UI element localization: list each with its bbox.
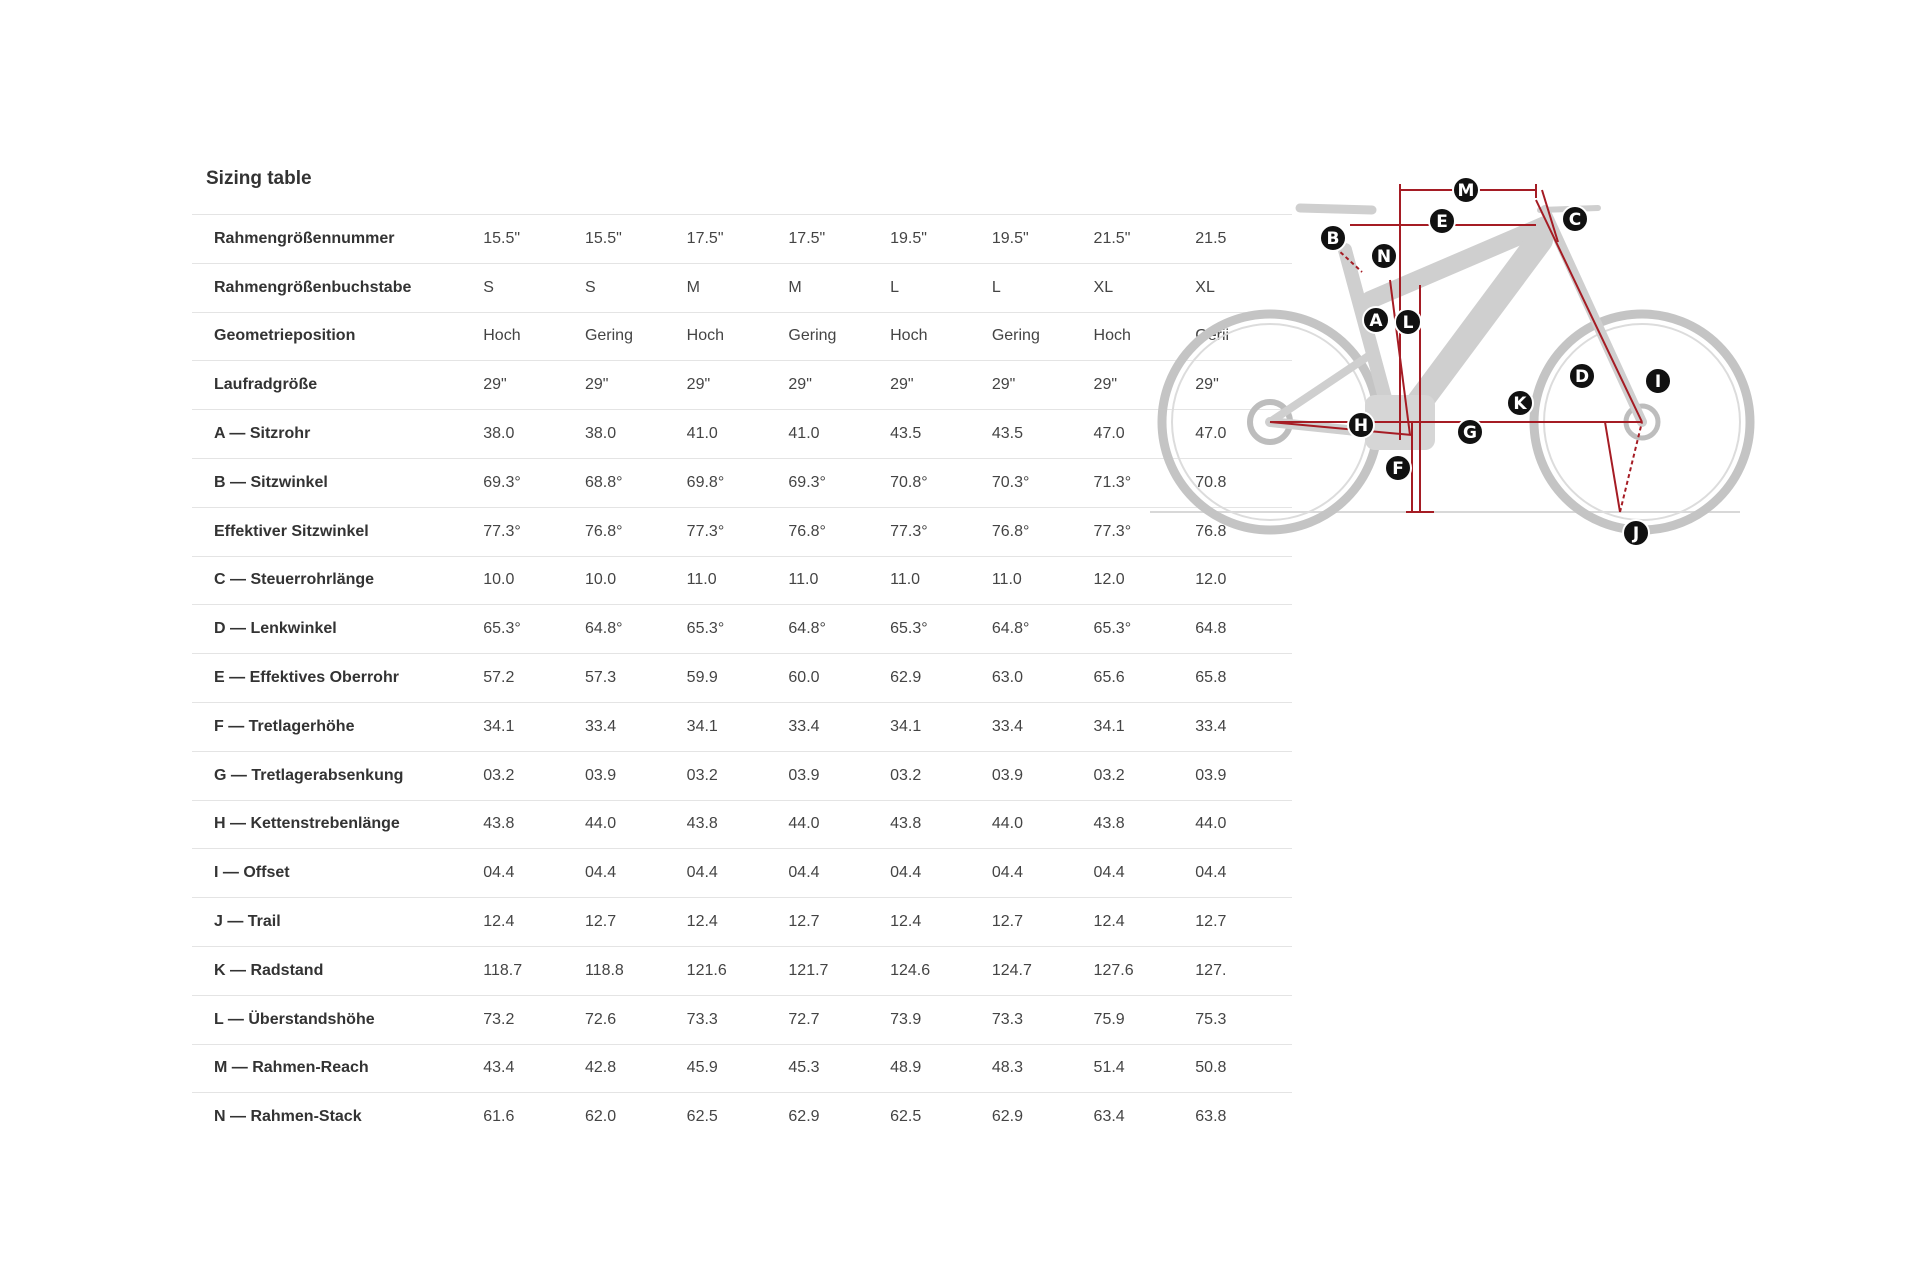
table-cell: 124.6 [885, 946, 987, 995]
table-cell: L [885, 263, 987, 312]
table-cell: 64.8 [1190, 605, 1292, 654]
table-cell: 70.8° [885, 458, 987, 507]
table-cell: 48.9 [885, 1044, 987, 1093]
bike-geometry-diagram [1150, 170, 1750, 560]
table-row [192, 507, 1292, 556]
table-cell: 64.8° [987, 605, 1089, 654]
table-cell: 04.4 [885, 849, 987, 898]
marker-label: H [1353, 416, 1369, 436]
table-row [192, 995, 1292, 1044]
table-cell: 63.0 [987, 654, 1089, 703]
table-cell: 44.0 [783, 800, 885, 849]
row-label: Geometrieposition [192, 312, 478, 361]
row-label: D — Lenkwinkel [192, 605, 478, 654]
table-cell: M [682, 263, 784, 312]
table-cell: Gering [580, 312, 682, 361]
table-cell: 04.4 [987, 849, 1089, 898]
marker-g [1457, 419, 1483, 445]
table-cell: 60.0 [783, 654, 885, 703]
table-cell: 121.7 [783, 946, 885, 995]
table-row [192, 458, 1292, 507]
table-cell: 29" [1089, 361, 1191, 410]
table-row [192, 800, 1292, 849]
table-cell: 21.5 [1190, 215, 1292, 264]
table-cell: 42.8 [580, 1044, 682, 1093]
table-cell: Hoch [478, 312, 580, 361]
table-cell: 47.0 [1190, 410, 1292, 459]
table-cell: 41.0 [783, 410, 885, 459]
table-cell: 62.9 [885, 654, 987, 703]
table-cell: 127.6 [1089, 946, 1191, 995]
table-cell: 118.8 [580, 946, 682, 995]
table-cell: 76.8° [987, 507, 1089, 556]
row-label: B — Sitzwinkel [192, 458, 478, 507]
table-cell: 62.5 [885, 1093, 987, 1142]
table-cell: 43.8 [885, 800, 987, 849]
table-cell: 29" [987, 361, 1089, 410]
table-cell: 48.3 [987, 1044, 1089, 1093]
table-cell: 127. [1190, 946, 1292, 995]
row-label: G — Tretlagerabsenkung [192, 751, 478, 800]
table-cell: 118.7 [478, 946, 580, 995]
table-cell: 03.2 [682, 751, 784, 800]
table-cell: 03.9 [580, 751, 682, 800]
row-label: M — Rahmen-Reach [192, 1044, 478, 1093]
table-cell: 04.4 [682, 849, 784, 898]
table-cell: 38.0 [478, 410, 580, 459]
table-cell: 34.1 [682, 702, 784, 751]
table-cell: 12.7 [783, 898, 885, 947]
table-row [192, 410, 1292, 459]
row-label: I — Offset [192, 849, 478, 898]
table-cell: 45.3 [783, 1044, 885, 1093]
table-cell: 43.8 [1089, 800, 1191, 849]
table-cell: 33.4 [987, 702, 1089, 751]
table-cell: 43.5 [885, 410, 987, 459]
marker-e [1429, 208, 1455, 234]
sizing-table-title: Sizing table [206, 168, 312, 189]
marker-f [1385, 455, 1411, 481]
table-cell: 03.9 [1190, 751, 1292, 800]
marker-b [1320, 225, 1346, 251]
table-cell: 12.0 [1190, 556, 1292, 605]
table-cell: Hoch [682, 312, 784, 361]
table-cell: Gering [987, 312, 1089, 361]
table-cell: 65.3° [682, 605, 784, 654]
table-cell: 63.4 [1089, 1093, 1191, 1142]
table-cell: 34.1 [478, 702, 580, 751]
marker-l [1395, 309, 1421, 335]
table-cell: 69.3° [783, 458, 885, 507]
table-cell: 43.8 [478, 800, 580, 849]
table-cell: 29" [1190, 361, 1292, 410]
table-cell: 11.0 [987, 556, 1089, 605]
table-row [192, 1093, 1292, 1142]
marker-h [1348, 412, 1374, 438]
row-label: Laufradgröße [192, 361, 478, 410]
table-cell: 03.2 [885, 751, 987, 800]
table-cell: 44.0 [987, 800, 1089, 849]
marker-label: E [1436, 212, 1448, 232]
table-cell: 12.4 [682, 898, 784, 947]
table-cell: 61.6 [478, 1093, 580, 1142]
row-label: E — Effektives Oberrohr [192, 654, 478, 703]
table-cell: 33.4 [783, 702, 885, 751]
row-label: K — Radstand [192, 946, 478, 995]
table-row [192, 1044, 1292, 1093]
marker-j [1623, 520, 1649, 546]
table-cell: Hoch [1089, 312, 1191, 361]
table-cell: 04.4 [1190, 849, 1292, 898]
marker-label: C [1568, 210, 1582, 230]
marker-label: D [1574, 367, 1590, 387]
table-cell: 76.8° [783, 507, 885, 556]
table-cell: XL [1089, 263, 1191, 312]
marker-k [1507, 390, 1533, 416]
table-cell: 64.8° [580, 605, 682, 654]
table-cell: 43.8 [682, 800, 784, 849]
table-cell: 41.0 [682, 410, 784, 459]
row-label: C — Steuerrohrlänge [192, 556, 478, 605]
marker-label: J [1632, 524, 1640, 544]
marker-label: I [1654, 372, 1662, 392]
table-cell: 04.4 [478, 849, 580, 898]
row-label: J — Trail [192, 898, 478, 947]
marker-label: G [1463, 423, 1477, 443]
table-cell: 44.0 [580, 800, 682, 849]
marker-label: F [1392, 459, 1404, 479]
table-cell: 04.4 [580, 849, 682, 898]
table-cell: 29" [478, 361, 580, 410]
table-cell: 10.0 [580, 556, 682, 605]
table-cell: 12.4 [1089, 898, 1191, 947]
marker-label: A [1369, 311, 1383, 331]
table-cell: 17.5" [783, 215, 885, 264]
table-cell: 76.8° [580, 507, 682, 556]
table-cell: 72.7 [783, 995, 885, 1044]
table-cell: 70.3° [987, 458, 1089, 507]
table-cell: 73.9 [885, 995, 987, 1044]
table-cell: 43.5 [987, 410, 1089, 459]
marker-m [1453, 177, 1479, 203]
row-label: F — Tretlagerhöhe [192, 702, 478, 751]
table-cell: 04.4 [1089, 849, 1191, 898]
table-cell: 62.9 [783, 1093, 885, 1142]
table-cell: 04.4 [783, 849, 885, 898]
table-cell: 15.5" [478, 215, 580, 264]
table-cell: 68.8° [580, 458, 682, 507]
table-cell: 62.0 [580, 1093, 682, 1142]
row-label: Rahmengrößenbuchstabe [192, 263, 478, 312]
table-row [192, 605, 1292, 654]
table-cell: 57.2 [478, 654, 580, 703]
table-cell: 64.8° [783, 605, 885, 654]
table-cell: 70.8 [1190, 458, 1292, 507]
table-cell: 50.8 [1190, 1044, 1292, 1093]
table-cell: 19.5" [885, 215, 987, 264]
table-cell: 77.3° [682, 507, 784, 556]
table-cell: Hoch [885, 312, 987, 361]
table-row [192, 263, 1292, 312]
table-cell: 63.8 [1190, 1093, 1292, 1142]
table-cell: 03.2 [478, 751, 580, 800]
table-cell: 72.6 [580, 995, 682, 1044]
table-cell: 12.4 [478, 898, 580, 947]
table-cell: 38.0 [580, 410, 682, 459]
table-cell: 62.5 [682, 1093, 784, 1142]
row-label: Rahmengrößennummer [192, 215, 478, 264]
table-cell: 29" [580, 361, 682, 410]
table-row [192, 312, 1292, 361]
table-cell: S [580, 263, 682, 312]
table-cell: S [478, 263, 580, 312]
row-label: A — Sitzrohr [192, 410, 478, 459]
marker-a [1363, 307, 1389, 333]
table-cell: 73.3 [682, 995, 784, 1044]
table-cell: 12.7 [987, 898, 1089, 947]
table-cell: 34.1 [885, 702, 987, 751]
table-cell: 12.0 [1089, 556, 1191, 605]
sizing-table [192, 214, 1292, 1142]
table-cell: 03.9 [783, 751, 885, 800]
table-cell: 17.5" [682, 215, 784, 264]
table-cell: 11.0 [682, 556, 784, 605]
row-label: N — Rahmen-Stack [192, 1093, 478, 1142]
table-cell: 51.4 [1089, 1044, 1191, 1093]
table-row [192, 361, 1292, 410]
table-cell: 124.7 [987, 946, 1089, 995]
table-cell: 29" [783, 361, 885, 410]
marker-label: K [1513, 394, 1527, 414]
table-cell: 75.9 [1089, 995, 1191, 1044]
table-cell: 45.9 [682, 1044, 784, 1093]
table-row [192, 702, 1292, 751]
table-cell: 03.9 [987, 751, 1089, 800]
table-cell: 75.3 [1190, 995, 1292, 1044]
row-label: H — Kettenstrebenlänge [192, 800, 478, 849]
table-cell: 73.2 [478, 995, 580, 1044]
marker-label: N [1376, 247, 1392, 267]
bike-geometry-svg [1150, 170, 1750, 560]
marker-label: B [1326, 229, 1340, 249]
table-cell: 62.9 [987, 1093, 1089, 1142]
table-cell: 11.0 [885, 556, 987, 605]
table-cell: 65.8 [1190, 654, 1292, 703]
table-cell: Gering [783, 312, 885, 361]
table-cell: 73.3 [987, 995, 1089, 1044]
table-cell: 43.4 [478, 1044, 580, 1093]
table-cell: L [987, 263, 1089, 312]
table-cell: 65.3° [478, 605, 580, 654]
table-row [192, 751, 1292, 800]
table-cell: XL [1190, 263, 1292, 312]
table-cell: 12.7 [1190, 898, 1292, 947]
table-cell: 03.2 [1089, 751, 1191, 800]
table-cell: 71.3° [1089, 458, 1191, 507]
table-cell: 33.4 [580, 702, 682, 751]
table-cell: 10.0 [478, 556, 580, 605]
row-label: Effektiver Sitzwinkel [192, 507, 478, 556]
table-cell: 21.5" [1089, 215, 1191, 264]
row-label: L — Überstandshöhe [192, 995, 478, 1044]
table-cell: 65.3° [885, 605, 987, 654]
marker-d [1569, 363, 1595, 389]
table-cell: 59.9 [682, 654, 784, 703]
table-row [192, 946, 1292, 995]
table-cell: 47.0 [1089, 410, 1191, 459]
table-cell: 11.0 [783, 556, 885, 605]
table-row [192, 556, 1292, 605]
table-cell: Gerii [1190, 312, 1292, 361]
marker-n [1371, 243, 1397, 269]
table-cell: 57.3 [580, 654, 682, 703]
table-row [192, 849, 1292, 898]
table-cell: 33.4 [1190, 702, 1292, 751]
table-cell: 15.5" [580, 215, 682, 264]
table-cell: 29" [885, 361, 987, 410]
marker-label: M [1457, 181, 1475, 201]
table-cell: 77.3° [478, 507, 580, 556]
table-cell: 12.4 [885, 898, 987, 947]
table-cell: 77.3° [885, 507, 987, 556]
table-row [192, 654, 1292, 703]
table-cell: 44.0 [1190, 800, 1292, 849]
table-cell: 77.3° [1089, 507, 1191, 556]
table-cell: M [783, 263, 885, 312]
table-cell: 65.3° [1089, 605, 1191, 654]
marker-c [1562, 206, 1588, 232]
table-cell: 65.6 [1089, 654, 1191, 703]
table-row [192, 898, 1292, 947]
table-cell: 19.5" [987, 215, 1089, 264]
table-cell: 34.1 [1089, 702, 1191, 751]
sizing-table-container[interactable] [192, 214, 1230, 1142]
marker-i [1645, 368, 1671, 394]
table-row [192, 215, 1292, 264]
table-cell: 69.3° [478, 458, 580, 507]
marker-label: L [1402, 313, 1414, 333]
table-cell: 12.7 [580, 898, 682, 947]
table-cell: 121.6 [682, 946, 784, 995]
table-cell: 76.8 [1190, 507, 1292, 556]
table-cell: 29" [682, 361, 784, 410]
table-cell: 69.8° [682, 458, 784, 507]
